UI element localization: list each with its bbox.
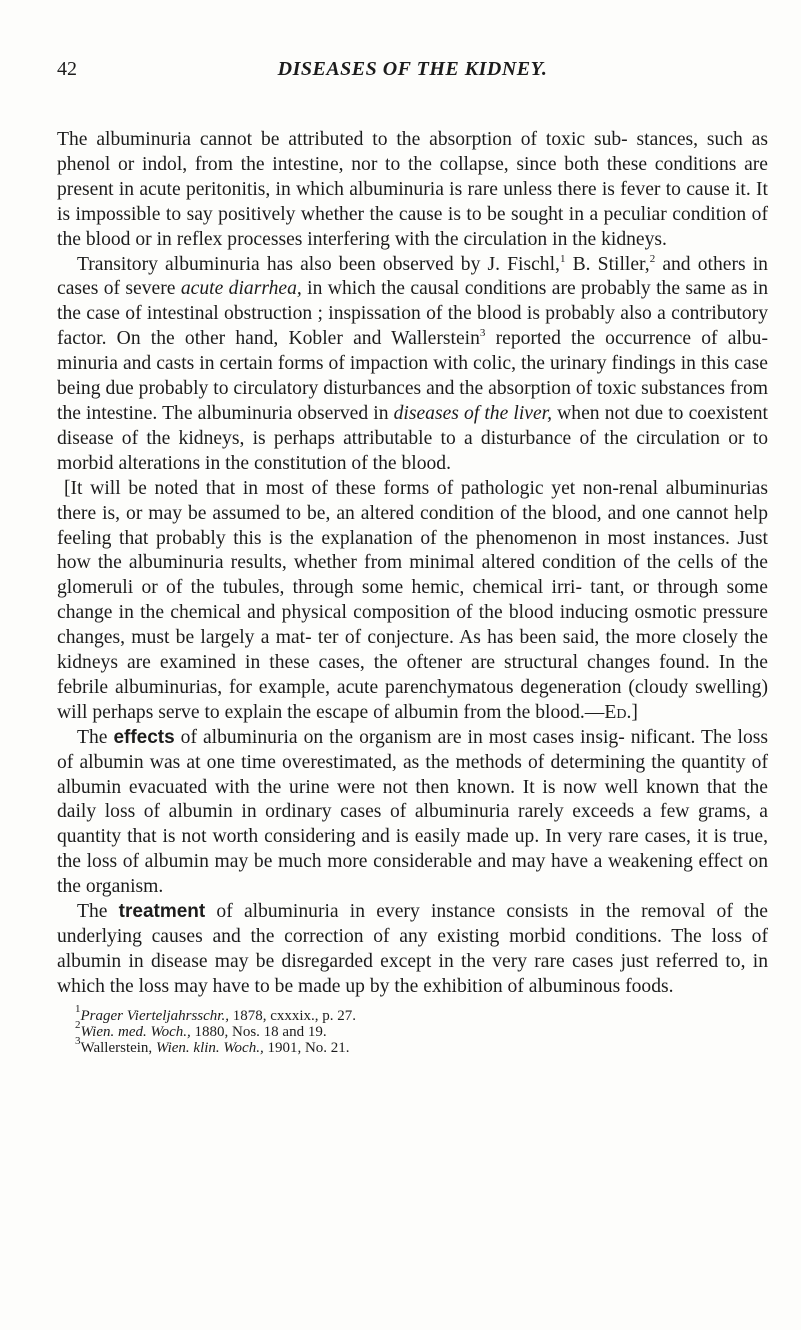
footnote-ref-3[interactable]: 3 bbox=[479, 327, 486, 340]
keyword-treatment: treatment bbox=[118, 901, 206, 923]
paragraph-1-text: The albuminuria cannot be attributed to the absorption of toxic sub- stances, such as phenol or indol, from the intestine, nor to the collapse, since both these conditions are present in acute peritonitis, in which albuminuria is rare unless there is fever to cause it. It is impossible to say positively whether the cause is to be sought in a peculiar condition of the blood or in reflex processes interfering with the circulation in the kidneys. bbox=[57, 129, 768, 250]
keyword-effects: effects bbox=[113, 726, 175, 748]
opening-bracket: [ bbox=[64, 477, 71, 499]
footnote-mark: 3 bbox=[75, 1034, 81, 1047]
paragraph-2 bbox=[57, 253, 768, 477]
effects-text: of albuminuria on the organism are in most cases insig- nificant. The loss of albumin was at one time overestimated, as the methods of determining the quantity of albumin evacuated with the urine were not then known. It is now well known that the daily loss of albumin in ordinary cases of albuminuria rarely exceeds a few grams, a quantity that is not worth considering and is easily made up. In very rare cases, it is true, the loss of albumin may be much more considerable and may have a weakening effect on the organism. bbox=[57, 726, 768, 898]
editor-note-paragraph bbox=[57, 477, 768, 726]
footnote-3 bbox=[75, 1034, 768, 1056]
effects-paragraph bbox=[57, 726, 768, 900]
footnote-author: Wallerstein, bbox=[80, 1039, 156, 1056]
italic-term-acute-diarrhea: acute diarrhea, bbox=[180, 278, 302, 300]
footnote-1 bbox=[75, 1002, 768, 1024]
treatment-text: of albuminuria in every instance consists in the removal of the underlying causes and the correction of any existing morbid conditions. The loss of albumin in disease may be disregarded except in the very rare cases just referred to, in which the loss may have to be made up by the exhibition of albuminous foods. bbox=[57, 901, 768, 997]
closing-bracket: ] bbox=[631, 701, 638, 723]
paragraph-1 bbox=[57, 128, 768, 253]
footnote-mark: 2 bbox=[75, 1018, 81, 1031]
footnote-detail: 1901, No. 21. bbox=[263, 1039, 350, 1056]
footnote-source: Prager Vierteljahrsschr., bbox=[80, 1007, 229, 1024]
page-number: 42 bbox=[57, 58, 77, 80]
footnote-detail: 1878, cxxxix., p. 27. bbox=[228, 1007, 357, 1024]
footnote-source: Wien. med. Woch., bbox=[80, 1023, 191, 1040]
footnote-source: Wien. klin. Woch., bbox=[155, 1039, 264, 1056]
paragraph-2-text-e: reported the occurrence of albu- minuria and casts in certain forms of impaction with colic, the urinary findings in this case being due probably to circulatory disturbances and the absorption of toxic substances from the intestine. The albuminuria observed in bbox=[57, 328, 769, 424]
book-page bbox=[57, 58, 768, 1056]
paragraph-2-text-c: and others in cases of severe bbox=[57, 253, 768, 300]
footnote-mark: 1 bbox=[75, 1002, 81, 1015]
footnote-detail: 1880, Nos. 18 and 19. bbox=[190, 1023, 327, 1040]
footnotes bbox=[57, 1002, 768, 1056]
treatment-paragraph bbox=[57, 900, 768, 1000]
page-header bbox=[57, 58, 768, 98]
editor-note-text: It will be noted that in most of these forms of pathologic yet non-renal albuminurias there is, or may be assumed to be, an altered condition of the blood, and one cannot help feeling that probably this is the explanation of the phenomenon in most instances. Just how the albuminuria results, whether from minimal altered condition of the cells of the glomeruli or of the tubules, through some hemic, chemical irri- tant, or through some change in the chemical and physical composition of the blood inducing osmotic pressure changes, must be largely a mat- ter of conjecture. As has been said, the more closely the kidneys are examined in these cases, the oftener are structural changes found. In the febrile albuminurias, for example, acute parenchymatous degeneration (cloudy swelling) will perhaps serve to explain the escape of albumin from the blood.— bbox=[57, 477, 768, 723]
running-head: DISEASES OF THE KIDNEY. bbox=[277, 58, 548, 80]
editor-signature: Ed. bbox=[604, 701, 632, 723]
italic-term-diseases-of-liver: diseases of the liver, bbox=[393, 402, 553, 424]
footnote-ref-1[interactable]: 1 bbox=[559, 252, 566, 265]
paragraph-2-text-b: B. Stiller, bbox=[565, 253, 650, 275]
effects-lead: The bbox=[77, 726, 114, 748]
footnote-ref-2[interactable]: 2 bbox=[649, 252, 656, 265]
paragraph-2-text-a: Transitory albuminuria has also been observed by J. Fischl, bbox=[77, 253, 560, 275]
paragraph-2-text-f: when not due to coexistent disease of the kidneys, is perhaps attributable to a disturbance of the circulation or to morbid alterations in the constitution of the blood. bbox=[57, 402, 769, 474]
paragraph-2-text-d: in which the causal conditions are probably the same as in the case of intestinal obstruction ; inspissation of the blood is probably also a contributory factor. On the other hand, Kobler and Wallerstein bbox=[57, 278, 768, 350]
footnote-2 bbox=[75, 1018, 768, 1040]
treatment-lead: The bbox=[77, 901, 119, 923]
